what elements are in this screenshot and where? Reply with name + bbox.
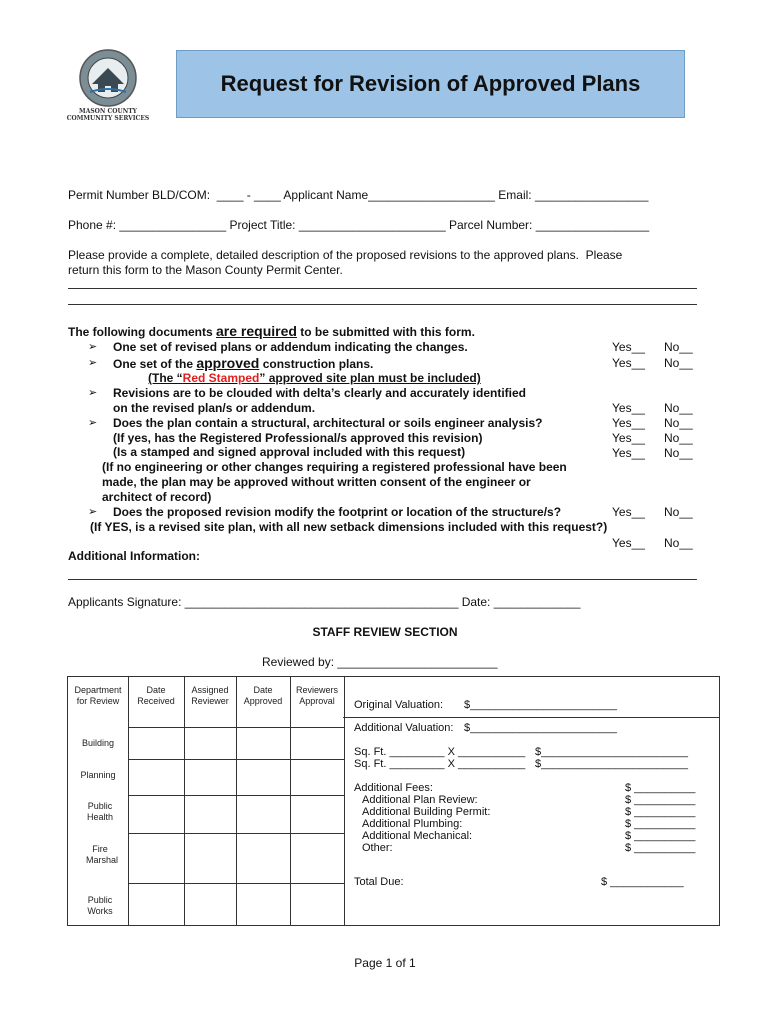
yes-checkbox[interactable]: Yes__ bbox=[612, 416, 645, 430]
additional-information-label: Additional Information: bbox=[68, 549, 200, 563]
sqft-value-1[interactable]: $________________________ bbox=[535, 746, 688, 758]
arrow-bullet-icon: ➢ bbox=[88, 417, 98, 429]
dept-planning: Planning bbox=[80, 770, 116, 780]
no-checkbox[interactable]: No__ bbox=[664, 416, 693, 430]
additional-information-blank[interactable] bbox=[68, 579, 697, 580]
instructions-line-2: return this form to the Mason County Permit Center. bbox=[68, 263, 343, 277]
original-valuation-label: Original Valuation: bbox=[354, 699, 444, 711]
no-checkbox[interactable]: No__ bbox=[664, 431, 693, 445]
original-valuation-field[interactable]: $________________________ bbox=[464, 699, 617, 711]
requirement-item-3-line-1: Revisions are to be clouded with delta’s clearly and accurately identified bbox=[113, 386, 527, 400]
yes-checkbox[interactable]: Yes__ bbox=[612, 401, 645, 415]
fee-blank[interactable]: $ __________ bbox=[625, 830, 696, 842]
total-due-label: Total Due: bbox=[354, 876, 404, 888]
fee-blank[interactable]: $ __________ bbox=[625, 818, 696, 830]
col-header-reviewers-approval: Reviewers Approval bbox=[295, 685, 338, 706]
additional-valuation-label: Additional Valuation: bbox=[354, 722, 454, 734]
yes-checkbox[interactable]: Yes__ bbox=[612, 431, 645, 445]
permit-applicant-email-line[interactable]: Permit Number BLD/COM: ____ - ____ Applicant Name___________________ Email: _________________ bbox=[68, 188, 649, 202]
description-blank-2[interactable] bbox=[68, 304, 697, 305]
fee-blank[interactable]: $ __________ bbox=[625, 806, 696, 818]
requirement-item-4-line-4: (If no engineering or other changes requiring a registered professional have been bbox=[102, 460, 567, 474]
fee-additional-plan-review: Additional Plan Review: bbox=[362, 794, 478, 806]
fee-additional-building-permit: Additional Building Permit: bbox=[362, 806, 491, 818]
arrow-bullet-icon: ➢ bbox=[88, 341, 98, 353]
fee-blank[interactable]: $ __________ bbox=[625, 842, 696, 854]
col-header-department: Department for Review bbox=[74, 685, 122, 706]
no-checkbox[interactable]: No__ bbox=[664, 356, 693, 370]
red-stamp-note: (The “Red Stamped” approved site plan must be included) bbox=[148, 371, 481, 385]
instructions-line-1: Please provide a complete, detailed description of the proposed revisions to the approved plans. Please bbox=[68, 248, 623, 262]
requirement-item-4-line-5: made, the plan may be approved without written consent of the engineer or bbox=[102, 475, 531, 489]
phone-project-parcel-line[interactable]: Phone #: ________________ Project Title: ______________________ Parcel Number: _________________ bbox=[68, 218, 650, 232]
signature-date-line[interactable]: Applicants Signature: _________________________________________ Date: _____________ bbox=[68, 595, 581, 609]
fee-additional-plumbing: Additional Plumbing: bbox=[362, 818, 463, 830]
yes-checkbox[interactable]: Yes__ bbox=[612, 340, 645, 354]
requirement-item-4-line-2: (If yes, has the Registered Professional/s approved this revision) bbox=[113, 431, 483, 445]
description-blank-1[interactable] bbox=[68, 288, 697, 289]
requirements-heading: The following documents are required to be submitted with this form. bbox=[68, 323, 475, 339]
fee-additional-mechanical: Additional Mechanical: bbox=[362, 830, 473, 842]
arrow-bullet-icon: ➢ bbox=[88, 357, 98, 369]
col-header-date-approved: Date Approved bbox=[243, 685, 283, 706]
no-checkbox[interactable]: No__ bbox=[664, 401, 693, 415]
no-checkbox[interactable]: No__ bbox=[664, 446, 693, 460]
requirement-item-5-line-2: (If YES, is a revised site plan, with all new setback dimensions included with this request?) bbox=[90, 520, 608, 534]
yes-checkbox[interactable]: Yes__ bbox=[612, 536, 645, 550]
fee-other: Other: bbox=[362, 842, 393, 854]
valuation-divider bbox=[343, 717, 719, 718]
dept-building: Building bbox=[81, 738, 115, 748]
staff-review-heading: STAFF REVIEW SECTION bbox=[312, 625, 458, 639]
arrow-bullet-icon: ➢ bbox=[88, 387, 98, 399]
county-logo bbox=[78, 48, 138, 108]
title-banner bbox=[176, 50, 685, 118]
requirement-item-3-line-2: on the revised plan/s or addendum. bbox=[113, 401, 316, 415]
additional-fees-label: Additional Fees: bbox=[354, 782, 433, 794]
no-checkbox[interactable]: No__ bbox=[664, 505, 693, 519]
logo-caption: MASON COUNTY COMMUNITY SERVICES bbox=[66, 108, 150, 122]
requirement-item-4-line-6: architect of record) bbox=[102, 490, 212, 504]
requirement-item-1: One set of revised plans or addendum indicating the changes. bbox=[113, 340, 468, 354]
requirement-item-2: One set of the approved construction plans. bbox=[113, 355, 374, 371]
requirement-item-4-line-1: Does the plan contain a structural, architectural or soils engineer analysis? bbox=[113, 416, 543, 430]
sqft-value-2[interactable]: $________________________ bbox=[535, 758, 688, 770]
dept-fire-marshal: Fire Marshal bbox=[86, 844, 119, 865]
sqft-line-1[interactable]: Sq. Ft. _________ X ___________ bbox=[354, 746, 526, 758]
reviewed-by-field[interactable]: Reviewed by: ________________________ bbox=[262, 655, 498, 669]
yes-checkbox[interactable]: Yes__ bbox=[612, 505, 645, 519]
arrow-bullet-icon: ➢ bbox=[88, 506, 98, 518]
col-header-date-received: Date Received bbox=[137, 685, 175, 706]
col-header-assigned-reviewer: Assigned Reviewer bbox=[191, 685, 229, 706]
dept-public-works: Public Works bbox=[87, 895, 113, 916]
page-number: Page 1 of 1 bbox=[354, 956, 416, 970]
page-title: Request for Revision of Approved Plans bbox=[220, 71, 641, 96]
total-due-field[interactable]: $ ____________ bbox=[601, 876, 684, 888]
sqft-line-2[interactable]: Sq. Ft. _________ X ___________ bbox=[354, 758, 526, 770]
no-checkbox[interactable]: No__ bbox=[664, 536, 693, 550]
dept-public-health: Public Health bbox=[86, 801, 113, 822]
requirement-item-4-line-3: (Is a stamped and signed approval included with this request) bbox=[113, 445, 466, 459]
yes-checkbox[interactable]: Yes__ bbox=[612, 356, 645, 370]
additional-valuation-field[interactable]: $________________________ bbox=[464, 722, 617, 734]
requirement-item-5-line-1: Does the proposed revision modify the footprint or location of the structure/s? bbox=[113, 505, 562, 519]
fee-blank[interactable]: $ __________ bbox=[625, 782, 696, 794]
yes-checkbox[interactable]: Yes__ bbox=[612, 446, 645, 460]
no-checkbox[interactable]: No__ bbox=[664, 340, 693, 354]
fee-blank[interactable]: $ __________ bbox=[625, 794, 696, 806]
